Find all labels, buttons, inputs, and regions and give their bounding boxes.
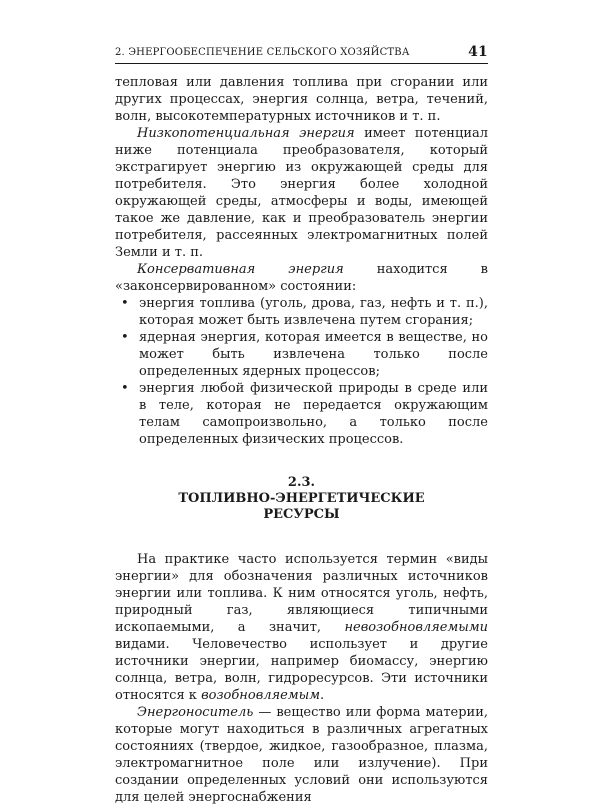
- list-item: • энергия любой физической природы в среде или в теле, которая не передается окружающим телам самопроизвольно, а только после определенных физических процессов.: [119, 380, 488, 448]
- section-title-line: ТОПЛИВНО-ЭНЕРГЕТИЧЕСКИЕ: [178, 491, 425, 506]
- term-nonrenewable: невозобновляемыми: [344, 620, 488, 635]
- paragraph-text: находится в «законсервированном» состоянии:: [115, 262, 489, 294]
- header-rule: [115, 63, 488, 64]
- bullet-list: [115, 295, 488, 448]
- paragraph-text: .: [320, 688, 325, 703]
- paragraph-text: имеет потенциал ниже потенциала преобразователя, который экстрагирует энергию из окружающей среды для потребителя. Это энергия более холодной окружающей среды, атмосферы и воды, имеющей такое же давление, как и преобразователь энергии потребителя, рассеянных электромагнитных полей Земли и т. п.: [115, 126, 488, 260]
- paragraph-energy-carrier: [115, 704, 488, 806]
- paragraph-continuation: тепловая или давления топлива при сгорании или других процессах, энергия солнца, ветра, течений, волн, высокотемпературных источников и т. п.: [115, 75, 488, 124]
- running-title: 2. ЭНЕРГООБЕСПЕЧЕНИЕ СЕЛЬСКОГО ХОЗЯЙСТВА: [115, 47, 410, 58]
- term-energy-carrier: Энергоноситель: [137, 705, 254, 720]
- section-title-line: РЕСУРСЫ: [263, 507, 340, 522]
- paragraph-text: видами. Человечество использует и другие источники энергии, например биомассу, энергию солнца, ветра, волн, гидроресурсов. Эти источники относятся к: [115, 637, 488, 703]
- page-body: [115, 74, 488, 806]
- section-number: 2.3.: [287, 475, 316, 490]
- page-number: 41: [468, 44, 488, 60]
- term-renewable: возобновляемым: [201, 688, 320, 703]
- paragraph-low-potential-energy: [115, 125, 488, 261]
- term-low-potential-energy: Низкопотенциальная энергия: [137, 126, 355, 141]
- paragraph-conservative-energy: [115, 261, 488, 295]
- running-head: [115, 44, 488, 60]
- list-item: • энергия топлива (уголь, дрова, газ, нефть и т. п.), которая может быть извлечена путем сгорания;: [119, 295, 488, 329]
- paragraph-energy-types: [115, 551, 488, 704]
- list-item: • ядерная энергия, которая имеется в веществе, но может быть извлечена только после определенных ядерных процессов;: [119, 329, 488, 380]
- term-conservative-energy: Консервативная энергия: [137, 262, 344, 277]
- paragraph-text: — вещество или форма материи, которые могут находиться в различных агрегатных состояниях (твердое, жидкое, газообразное, плазма, электромагнитное поле или излучение). При создании определенных условий они используются для целей энергоснабжения: [115, 705, 488, 805]
- paragraph-text: На практике часто используется термин «виды энергии» для обозначения различных источников энергии или топлива. К ним относятся уголь, нефть, природный газ, являющиеся типичными ископаемыми, а значит,: [115, 552, 488, 635]
- section-heading: [115, 475, 488, 523]
